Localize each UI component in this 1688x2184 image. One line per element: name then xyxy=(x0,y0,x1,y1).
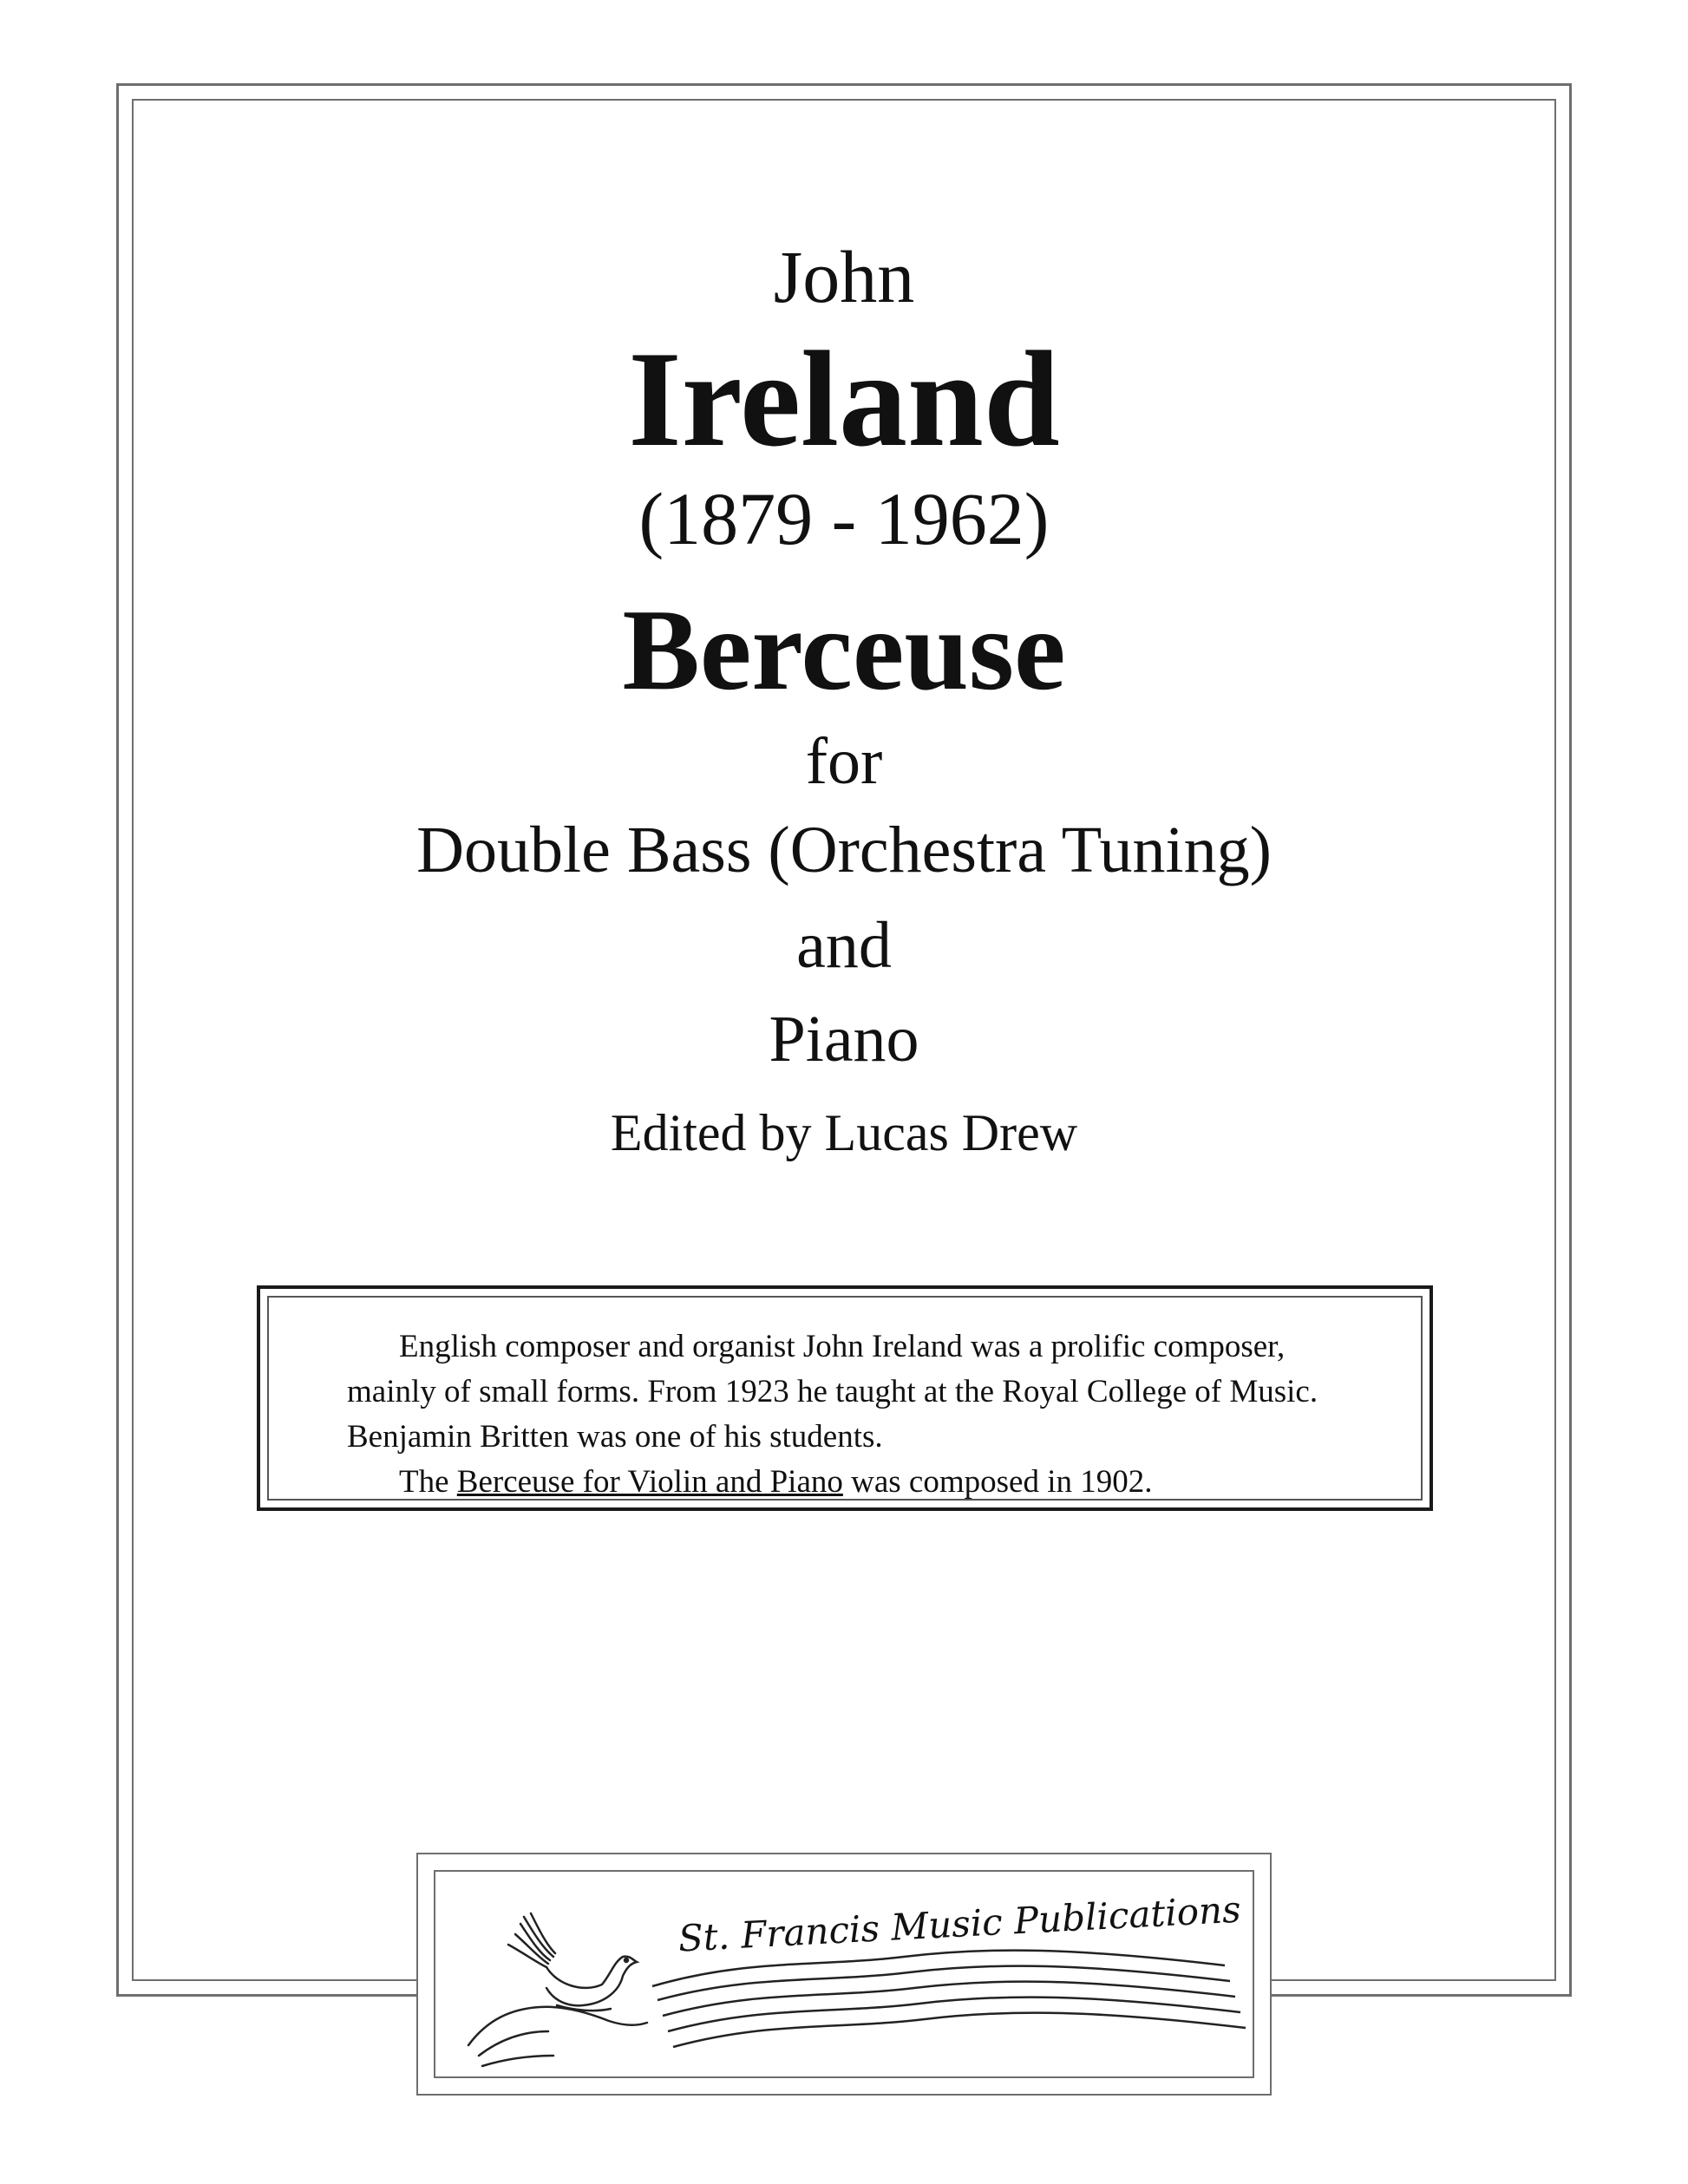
composer-dates: (1879 - 1962) xyxy=(638,477,1050,560)
dove-on-hand-icon xyxy=(468,1913,647,2066)
bio-line-2: mainly of small forms. From 1923 he taught at the Royal College of Music. xyxy=(347,1374,1318,1409)
publisher-logo xyxy=(418,1854,1273,2097)
publisher-name: St. Francis Music Publications xyxy=(677,1887,1242,1960)
composer-surname: Ireland xyxy=(628,324,1060,475)
bio-line-4 xyxy=(399,1466,1153,1498)
staff-lines-icon xyxy=(652,1951,1246,2047)
work-instrument: Double Bass (Orchestra Tuning) xyxy=(416,814,1272,886)
bio-line-3: Benjamin Britten was one of his students. xyxy=(347,1419,883,1455)
bio-line-4-title: Berceuse for Violin and Piano xyxy=(456,1464,843,1500)
work-and: and xyxy=(796,909,892,982)
work-editor: Edited by Lucas Drew xyxy=(610,1104,1078,1161)
composer-first-name: John xyxy=(773,235,915,318)
publisher-panel xyxy=(416,1853,1272,2096)
bio-line-4-suffix: was composed in 1902. xyxy=(842,1464,1153,1500)
work-piano: Piano xyxy=(769,1003,919,1076)
bio-line-1: English composer and organist John Ireland was a prolific composer, xyxy=(399,1329,1286,1364)
work-for: for xyxy=(805,725,883,798)
bio-box xyxy=(257,1285,1433,1511)
bio-line-4-prefix: The xyxy=(399,1464,457,1500)
work-title: Berceuse xyxy=(622,585,1066,714)
